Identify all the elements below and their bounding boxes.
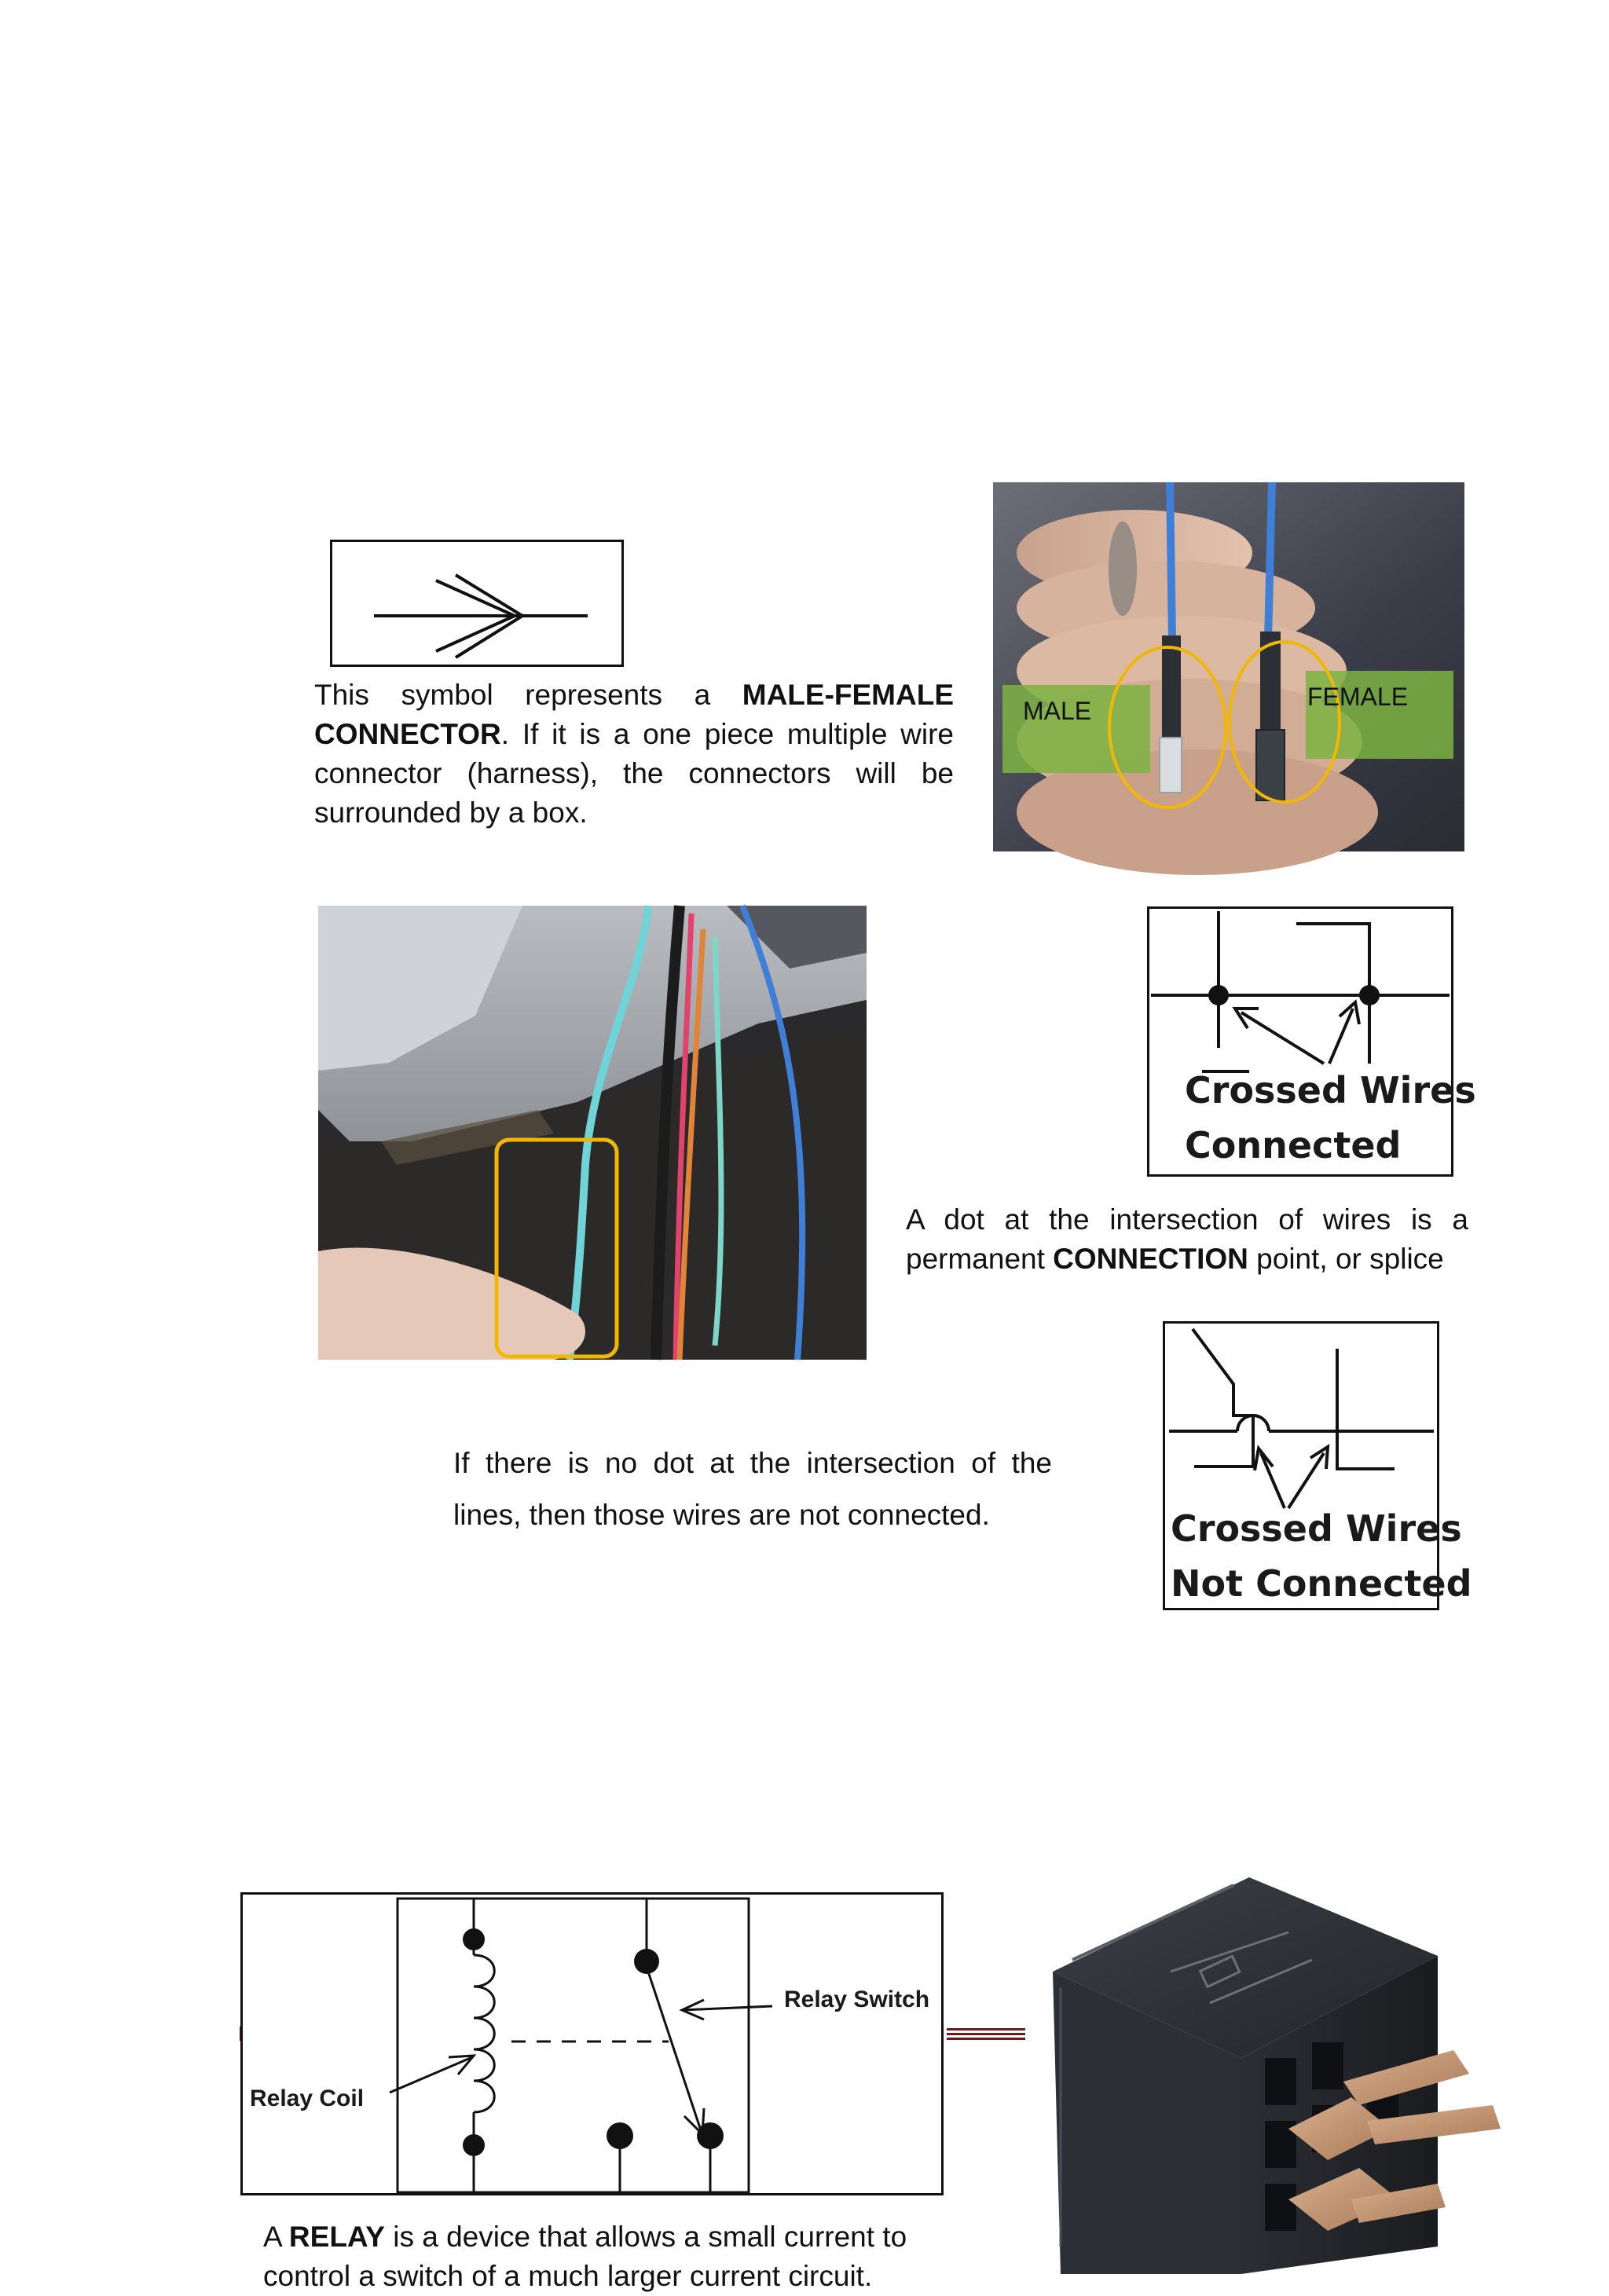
male-label: MALE bbox=[1023, 697, 1092, 725]
relay-description: A RELAY is a device that allows a small current to control a switch of a much larger current circuit. bbox=[263, 2221, 907, 2292]
male-female-connector-symbol bbox=[330, 540, 624, 667]
not-connected-description: If there is no dot at the intersection of the lines, then those wires are not connected. bbox=[453, 1447, 1052, 1531]
crossed-wires-connected-diagram bbox=[1147, 906, 1476, 1177]
relay-coil-label: Relay Coil bbox=[250, 2085, 365, 2111]
female-label: FEMALE bbox=[1307, 683, 1409, 711]
relay-photo bbox=[1029, 1869, 1501, 2274]
crossed-wires-not-connected-diagram bbox=[1163, 1321, 1472, 1610]
not-connected-label-line2: Not Connected bbox=[1171, 1562, 1472, 1605]
relay-diagram bbox=[240, 1892, 944, 2195]
connector-description: This symbol represents a MALE-FEMALE CONNECTOR. If it is a one piece multiple wire connector (harness), the connectors will be surrounded by a box. bbox=[314, 679, 954, 829]
connection-description: A dot at the intersection of wires is a permanent CONNECTION point, or splice bbox=[906, 1203, 1468, 1275]
wire-splice-photo bbox=[318, 906, 867, 1360]
not-connected-label-line1: Crossed Wires bbox=[1171, 1507, 1462, 1550]
connected-label-line1: Crossed Wires bbox=[1185, 1069, 1476, 1111]
relay-switch-label: Relay Switch bbox=[784, 1987, 930, 2012]
male-female-connector-photo bbox=[993, 482, 1464, 851]
connected-label-line2: Connected bbox=[1185, 1124, 1402, 1166]
